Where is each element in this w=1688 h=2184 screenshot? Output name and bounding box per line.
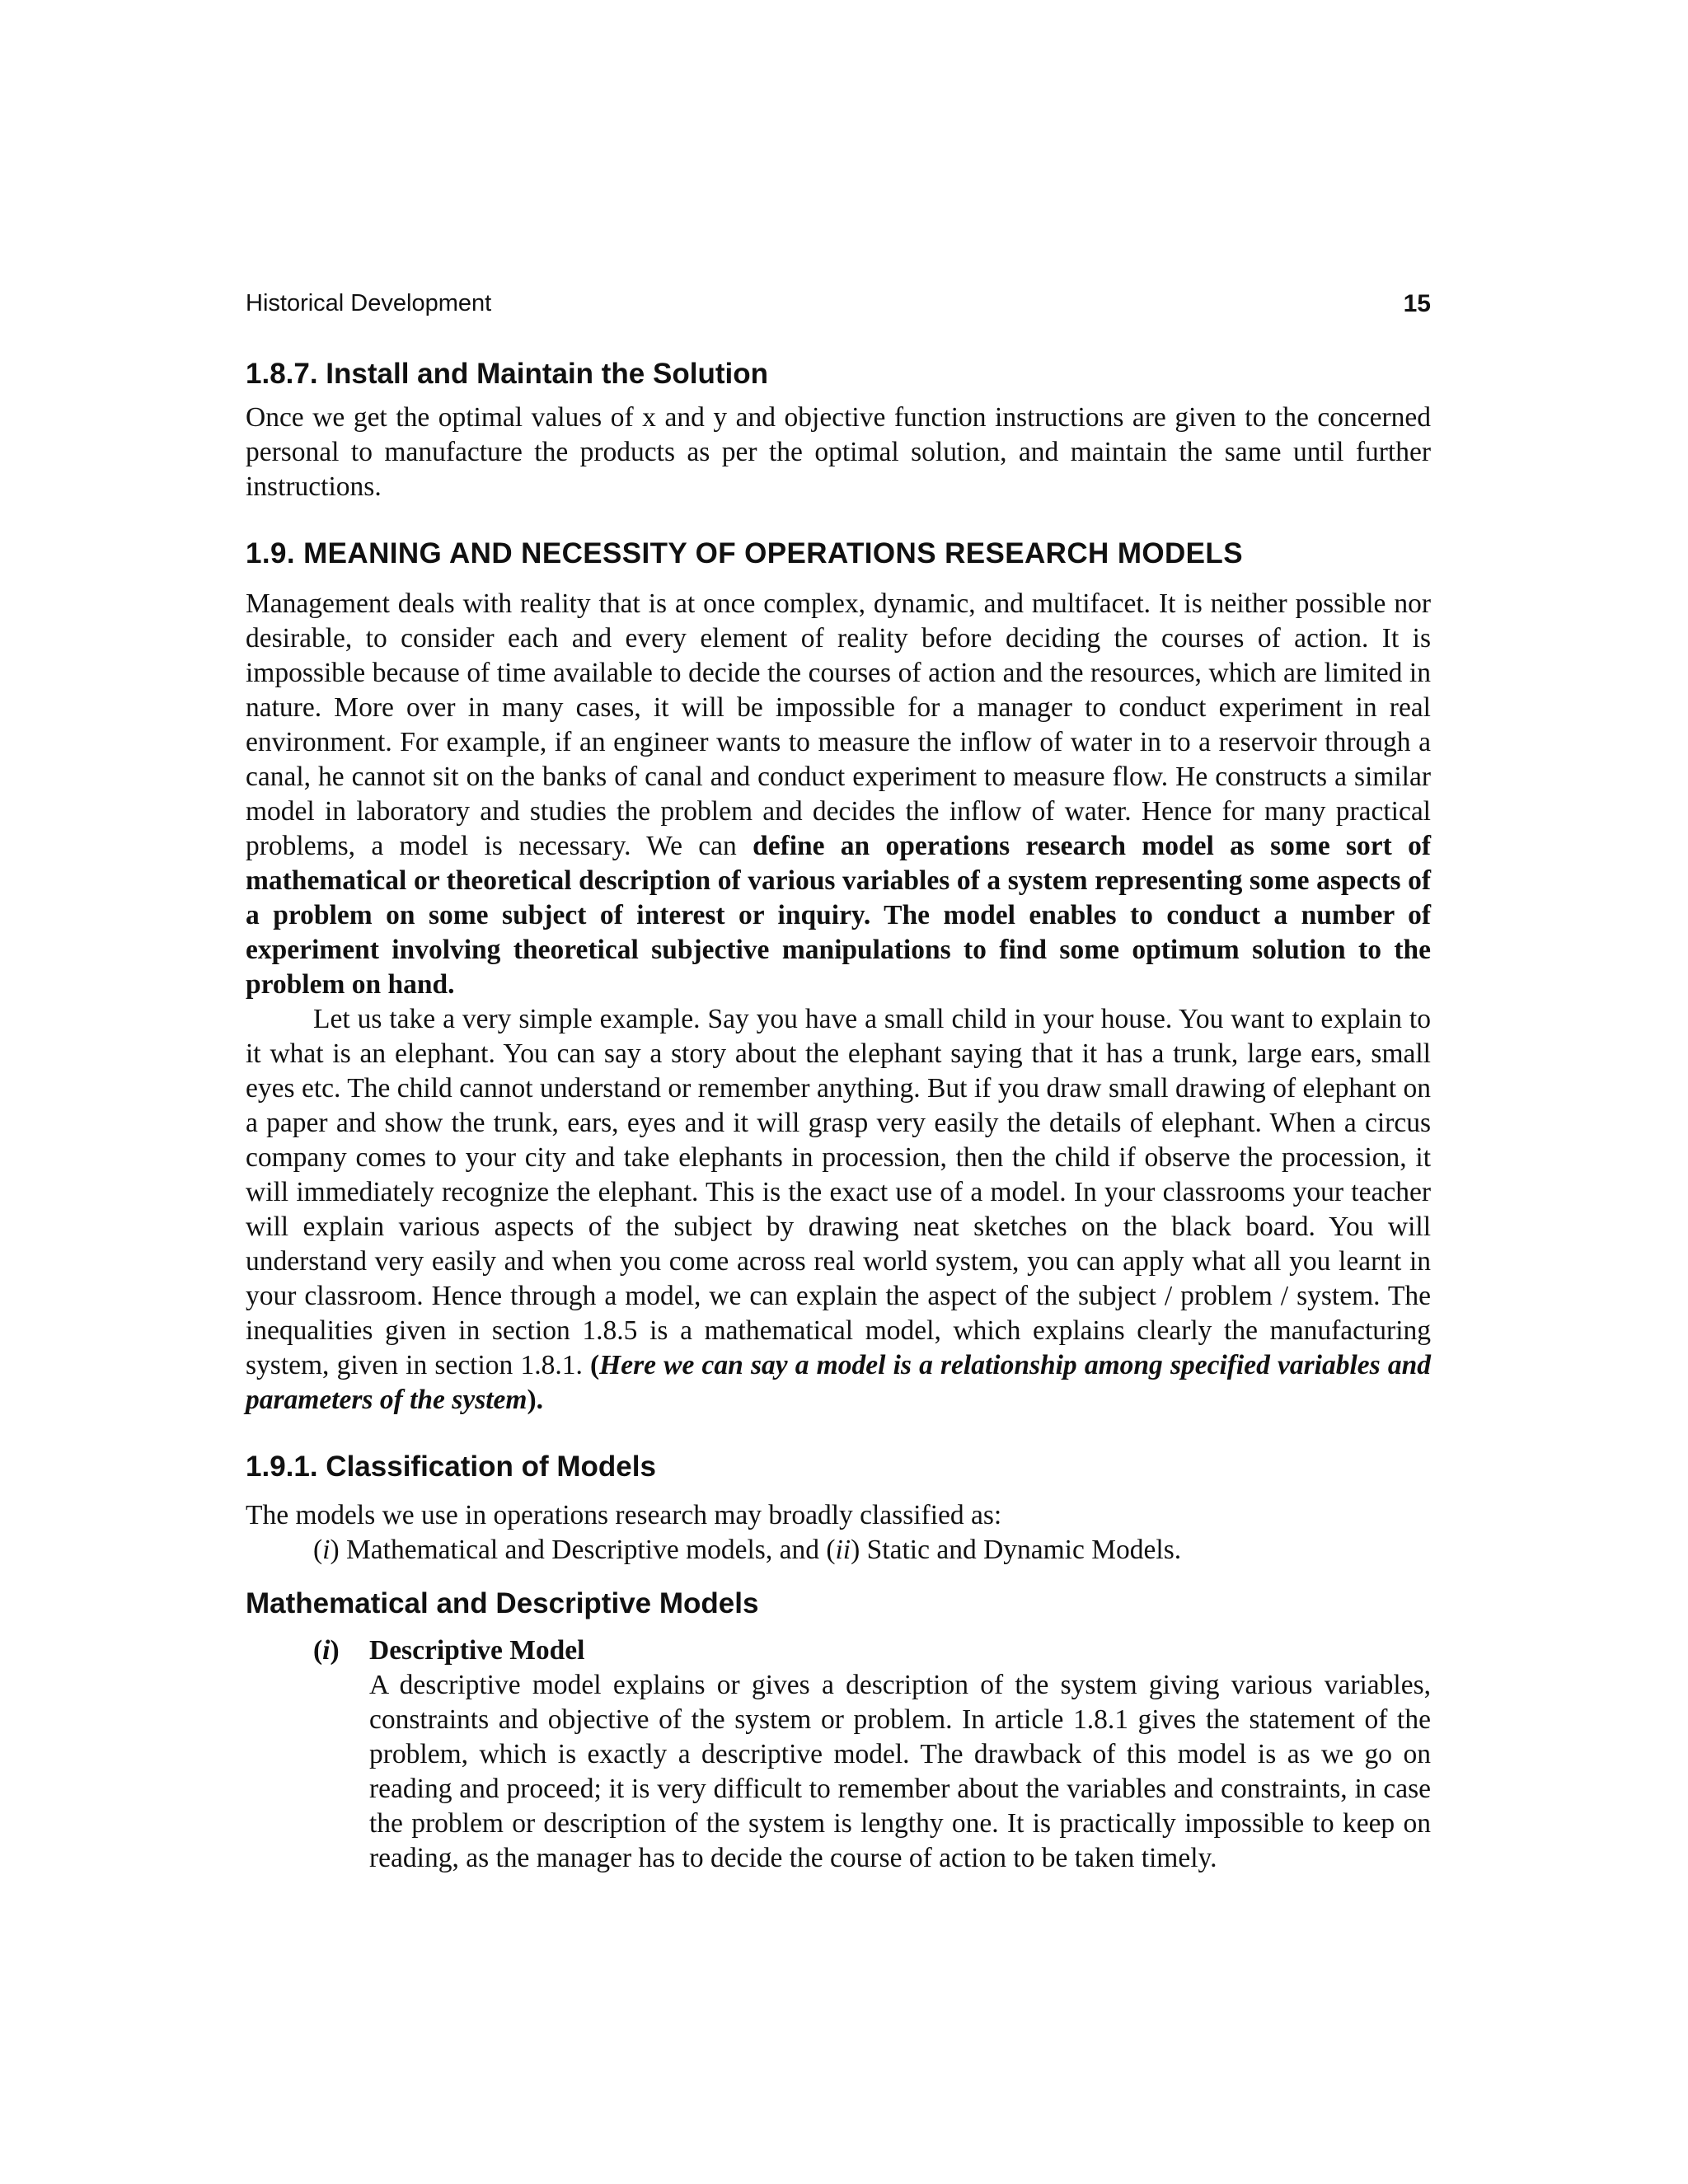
model-relationship-bold-italic: Here we can say a model is a relationship among specified variables and parameters of the system bbox=[246, 1350, 1431, 1415]
list-roman-i: i bbox=[322, 1535, 331, 1565]
paragraph-install-maintain: Once we get the optimal values of x and y and objective function instructions are given to the concerned personal to manufacture the products as per the optimal solution, and maintain the same until further instructions. bbox=[246, 402, 1431, 502]
heading-1-9-1: 1.9.1. Classification of Models bbox=[246, 1451, 656, 1483]
list-text-2: ) Static and Dynamic Models. bbox=[851, 1535, 1182, 1565]
heading-1-9: 1.9. MEANING AND NECESSITY OF OPERATIONS RESEARCH MODELS bbox=[246, 537, 1243, 569]
heading-1-8-7: 1.8.7. Install and Maintain the Solution bbox=[246, 358, 768, 390]
meaning-text: Management deals with reality that is at once complex, dynamic, and multifacet. It is neither possible nor desirable, to consider each and every element of reality before deciding the courses of action. It is impossible because of time available to decide the courses of action and the resources, which are limited in nature. More over in many cases, it will be impossible for a manager to conduct experiment in real environment. For example, if an engineer wants to measure the inflow of water in to a reservoir through a canal, he cannot sit on the banks of canal and conduct experiment to measure flow. He constructs a similar model in laboratory and studies the problem and decides the inflow of water. Hence for many practical problems, a model is necessary. We can bbox=[246, 588, 1431, 861]
running-header bbox=[246, 290, 1431, 323]
page-number: 15 bbox=[1403, 290, 1431, 317]
classification-list bbox=[246, 1533, 1431, 1568]
list-text-1: ) Mathematical and Descriptive models, and ( bbox=[330, 1535, 836, 1565]
list-roman-ii: ii bbox=[835, 1535, 851, 1565]
elephant-text: Let us take a very simple example. Say you have a small child in your house. You want to explain to it what is an elephant. You can say a story about the elephant saying that it has a trunk, large ears, small eyes etc. The child cannot understand or remember anything. But if you draw small drawing of elephant on a paper and show the trunk, ears, eyes and it will grasp very easily the details of elephant. When a circus company comes to your city and take elephants in procession, then the child if observe the procession, it will immediately recognize the elephant. This is the exact use of a model. In your classrooms your teacher will explain various aspects of the subject by drawing neat sketches on the black board. You will understand very easily and when you come across real world system, you can apply what all you learnt in your classroom. Hence through a model, we can explain the aspect of the subject / problem / system. The inequalities given in section 1.8.5 is a mathematical model, which explains clearly the manufacturing system, given in section 1.8.1. bbox=[246, 1004, 1431, 1380]
descriptive-model-item bbox=[246, 1633, 1431, 1876]
model-definition-bold: define an operations research model as some sort of mathematical or theoretical description of various variables of a system representing some aspects of a problem on some subject of interest or inquiry. The model enables to conduct a number of experiment involving theoretical subjective manipulations to find some optimum solution to the problem on hand. bbox=[246, 831, 1431, 1000]
paren-open: ( bbox=[590, 1350, 600, 1380]
descriptive-model-text: A descriptive model explains or gives a description of the system giving various variables, constraints and objective of the system or problem. In article 1.8.1 gives the statement of the problem, which is exactly a descriptive model. The drawback of this model is as we go on reading and proceed; it is very difficult to remember about the variables and constraints, in case the problem or description of the system is lengthy one. It is practically impossible to keep on reading, as the manager has to decide the course of action to be taken timely. bbox=[369, 1670, 1431, 1873]
running-title: Historical Development bbox=[246, 290, 492, 316]
page-body bbox=[246, 356, 1431, 1876]
heading-mathematical-descriptive: Mathematical and Descriptive Models bbox=[246, 1587, 759, 1619]
classification-intro: The models we use in operations research may broadly classified as: bbox=[246, 1500, 1002, 1530]
list-paren: ( bbox=[313, 1535, 323, 1565]
item-marker: (i) bbox=[313, 1635, 340, 1666]
paren-close: ). bbox=[527, 1385, 544, 1415]
paragraph-elephant-example bbox=[246, 1002, 1431, 1418]
paragraph-meaning-models bbox=[246, 587, 1431, 1002]
item-title: Descriptive Model bbox=[369, 1635, 585, 1666]
